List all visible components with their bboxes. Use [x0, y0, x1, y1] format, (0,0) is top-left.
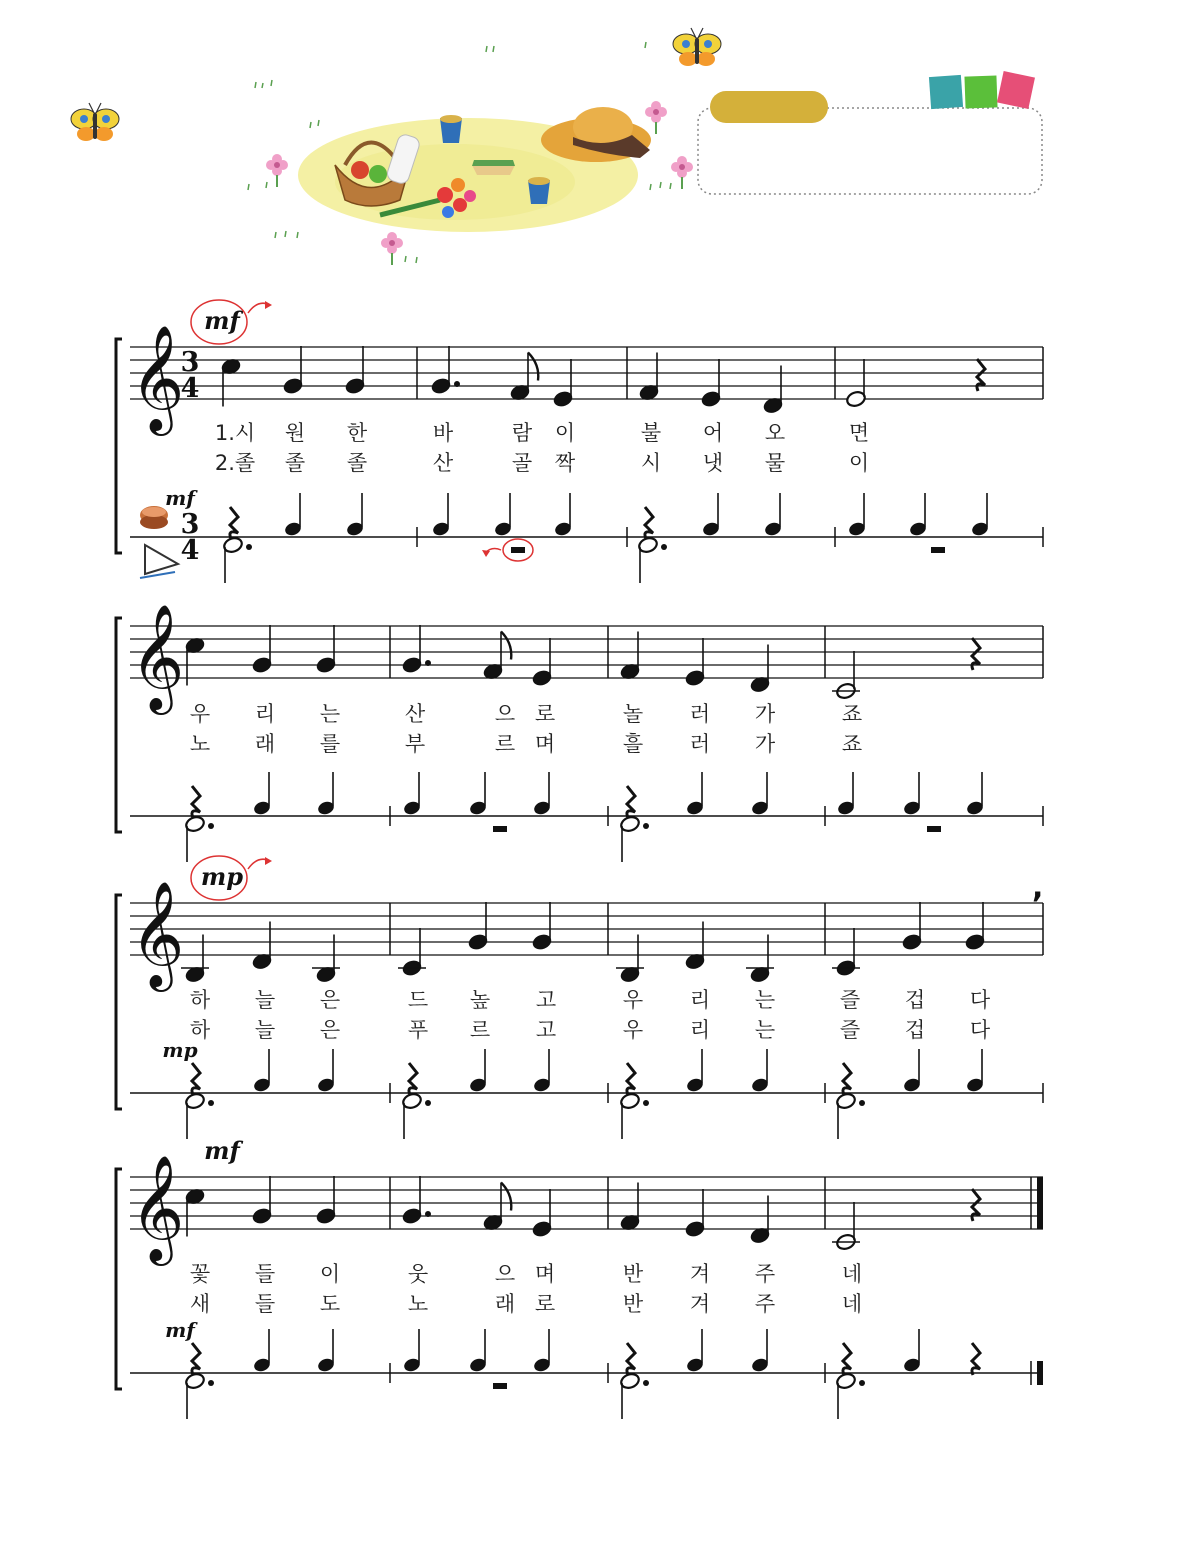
lyric-verse2: 네	[841, 1292, 863, 1316]
music-system	[116, 1136, 1043, 1419]
note	[845, 359, 866, 408]
lyric-verse1: 꽃	[189, 1262, 211, 1286]
lyric-verse1: 는	[754, 988, 776, 1012]
perc-time-top: 3	[180, 509, 200, 540]
percussion-note	[184, 786, 214, 862]
lyric-verse1: 은	[319, 988, 341, 1012]
lyric-verse2: 산	[432, 451, 454, 475]
lyric-verse1: 우	[189, 702, 211, 726]
lyric-verse1: 웃	[407, 1262, 429, 1286]
percussion-note	[431, 493, 450, 537]
note	[398, 928, 426, 977]
picnic-illustration-icon	[298, 107, 651, 232]
lyric-verse1: 가	[754, 702, 776, 726]
half-rest	[493, 1383, 507, 1389]
red-arrowhead	[265, 301, 272, 309]
percussion-note	[252, 1049, 271, 1093]
lyric-verse2: 부	[404, 732, 426, 756]
lyric-verse1: 한	[346, 421, 368, 445]
percussion-note	[931, 547, 945, 553]
quarter-rest	[230, 507, 238, 539]
final-barline	[1037, 1361, 1043, 1385]
perc-time-bottom: 4	[180, 535, 200, 566]
percussion-note	[252, 772, 271, 816]
time-signature-bottom: 4	[180, 373, 200, 404]
percussion-note	[685, 772, 704, 816]
system-bracket	[116, 339, 122, 553]
lyric-verse1: 늘	[254, 988, 276, 1012]
lyric-verse2: 는	[754, 1018, 776, 1042]
percussion-note	[619, 1343, 649, 1419]
lyric-verse1: 으	[494, 702, 516, 726]
percussion-note	[908, 493, 927, 537]
lyric-verse2: 다	[969, 1018, 991, 1042]
lyric-verse1: 즐	[839, 988, 861, 1012]
half-rest	[511, 547, 525, 553]
lyric-verse2: 래	[254, 732, 276, 756]
lyric-verse2: 러	[689, 732, 711, 756]
lyric-verse2: 도	[319, 1292, 341, 1316]
flower-icon	[671, 156, 693, 189]
percussion-note	[493, 493, 512, 537]
lyric-verse2: 래	[494, 1292, 516, 1316]
percussion-note	[750, 1049, 769, 1093]
lyric-verse2: 졸	[346, 451, 368, 475]
lyric-verse2: 은	[319, 1018, 341, 1042]
lyric-verse2: 를	[319, 732, 341, 756]
lyric-verse1: 겨	[689, 1262, 711, 1286]
percussion-note	[493, 1383, 507, 1389]
percussion-note	[222, 507, 252, 583]
lyric-verse1: 람	[511, 421, 533, 445]
lyric-verse2: 며	[534, 732, 556, 756]
percussion-note	[402, 1329, 421, 1373]
flower-icon	[381, 232, 403, 265]
quarter-rest	[645, 507, 653, 539]
half-rest	[493, 826, 507, 832]
percussion-note	[750, 772, 769, 816]
dynamic-mark-percussion: mp	[162, 1038, 198, 1062]
dynamic-mark-top: mf	[204, 306, 240, 335]
lyric-verse1: 는	[319, 702, 341, 726]
lyric-verse1: 높	[469, 988, 491, 1012]
percussion-note	[902, 1329, 921, 1373]
title-box	[698, 71, 1042, 194]
note	[282, 346, 303, 395]
percussion-note	[468, 1329, 487, 1373]
lyric-verse1: 러	[689, 702, 711, 726]
lyric-verse1: 겁	[904, 988, 926, 1012]
lyric-verse2: 즐	[839, 1018, 861, 1042]
lyric-verse2: 로	[534, 1292, 556, 1316]
lyric-verse1: 로	[534, 702, 556, 726]
percussion-note	[482, 539, 533, 561]
lyric-verse2: 죠	[841, 732, 863, 756]
percussion-note	[836, 772, 855, 816]
percussion-note	[685, 1329, 704, 1373]
note	[684, 638, 705, 687]
note	[315, 625, 336, 674]
note	[401, 625, 431, 674]
percussion-note	[345, 493, 364, 537]
lyric-verse2: 푸	[407, 1018, 429, 1042]
percussion-note	[847, 493, 866, 537]
quarter-rest	[192, 786, 200, 818]
lyric-verse1: 네	[841, 1262, 863, 1286]
percussion-note	[493, 826, 507, 832]
music-score	[116, 300, 1043, 1419]
note	[552, 359, 573, 408]
percussion-note	[283, 493, 302, 537]
lyric-verse1: 오	[764, 421, 786, 445]
triangle-icon	[140, 545, 178, 578]
percussion-note	[553, 493, 572, 537]
percussion-note	[401, 1063, 431, 1139]
lyric-verse2: 2.졸	[214, 451, 256, 475]
note	[700, 359, 721, 408]
note	[531, 638, 552, 687]
note	[531, 1189, 552, 1238]
percussion-note	[532, 1049, 551, 1093]
lyric-verse2: 짝	[554, 451, 576, 475]
lyric-verse1: 드	[407, 988, 429, 1012]
color-tab-pink	[997, 71, 1035, 109]
percussion-note	[532, 772, 551, 816]
system-bracket	[116, 895, 122, 1109]
percussion-note	[619, 1063, 649, 1139]
lyric-verse1: 이	[554, 421, 576, 445]
lyric-verse1: 불	[640, 421, 662, 445]
treble-clef: 𝄞	[130, 1154, 185, 1261]
lyric-verse2: 하	[189, 1018, 211, 1042]
title-label-pill	[710, 91, 828, 123]
lyric-verse1: 이	[319, 1262, 341, 1286]
percussion-note	[316, 1329, 335, 1373]
percussion-note	[637, 507, 667, 583]
percussion-note	[970, 493, 989, 537]
lyric-verse1: 다	[969, 988, 991, 1012]
color-tab-teal	[929, 75, 963, 109]
lyric-verse1: 어	[702, 421, 724, 445]
final-barline	[1037, 1177, 1043, 1229]
lyric-verse1: 리	[254, 702, 276, 726]
butterfly-icon	[71, 103, 119, 141]
percussion-note	[184, 1343, 214, 1419]
lyric-verse2: 늘	[254, 1018, 276, 1042]
note	[832, 651, 860, 700]
dynamic-mark-top: mp	[200, 862, 244, 891]
lyric-verse1: 놀	[622, 702, 644, 726]
note	[684, 1189, 705, 1238]
breath-mark: ,	[1032, 870, 1044, 905]
percussion-note	[835, 1343, 865, 1419]
lyric-verse2: 가	[754, 732, 776, 756]
lyric-verse1: 1.시	[214, 421, 256, 445]
lyric-verse2: 시	[640, 451, 662, 475]
percussion-note	[468, 772, 487, 816]
system-bracket	[116, 1169, 122, 1389]
lyric-verse2: 졸	[284, 451, 306, 475]
percussion-note	[685, 1049, 704, 1093]
quarter-rest	[409, 1063, 417, 1095]
half-rest	[927, 826, 941, 832]
system-bracket	[116, 618, 122, 832]
lyric-verse2: 르	[494, 732, 516, 756]
lyric-verse2: 이	[848, 451, 870, 475]
treble-clef: 𝄞	[130, 324, 185, 431]
note	[401, 1176, 431, 1225]
lyric-verse1: 산	[404, 702, 426, 726]
quarter-rest	[843, 1343, 851, 1375]
quarter-rest	[192, 1063, 200, 1095]
quarter-rest	[192, 1343, 200, 1375]
lyric-verse2: 노	[189, 732, 211, 756]
color-tab-green	[964, 75, 997, 108]
flower-icon	[266, 154, 288, 187]
lyric-verse2: 들	[254, 1292, 276, 1316]
treble-clef: 𝄞	[130, 880, 185, 987]
note	[251, 1176, 272, 1225]
lyric-verse1: 리	[689, 988, 711, 1012]
lyric-verse1: 들	[254, 1262, 276, 1286]
percussion-note	[402, 772, 421, 816]
lyric-verse2: 주	[754, 1292, 776, 1316]
percussion-note	[750, 1329, 769, 1373]
lyric-verse1: 죠	[841, 702, 863, 726]
percussion-note	[701, 493, 720, 537]
note	[832, 1202, 860, 1251]
note	[344, 346, 365, 395]
quarter-rest	[972, 1343, 980, 1375]
lyric-verse1: 고	[535, 988, 557, 1012]
percussion-note	[972, 1343, 980, 1375]
lyric-verse2: 리	[689, 1018, 711, 1042]
dynamic-mark-percussion: mf	[165, 1318, 195, 1342]
note	[901, 902, 922, 951]
time-signature-top: 3	[180, 347, 200, 378]
lyric-verse2: 흘	[622, 732, 644, 756]
half-rest	[931, 547, 945, 553]
percussion-note	[252, 1329, 271, 1373]
quarter-rest	[627, 1343, 635, 1375]
percussion-note	[468, 1049, 487, 1093]
dynamic-mark-percussion: mf	[165, 486, 195, 510]
percussion-note	[316, 772, 335, 816]
percussion-note	[927, 826, 941, 832]
lyric-verse1: 우	[622, 988, 644, 1012]
percussion-note	[316, 1049, 335, 1093]
lyric-verse2: 겨	[689, 1292, 711, 1316]
percussion-note	[965, 1049, 984, 1093]
lyric-verse2: 새	[189, 1292, 211, 1316]
lyric-verse2: 골	[511, 451, 533, 475]
music-system	[116, 856, 1043, 1139]
lyric-verse2: 고	[535, 1018, 557, 1042]
red-arrowhead	[265, 857, 272, 865]
percussion-note	[902, 1049, 921, 1093]
lyric-verse1: 며	[534, 1262, 556, 1286]
lyric-verse2: 반	[622, 1292, 644, 1316]
music-system	[116, 603, 1043, 862]
percussion-note	[763, 493, 782, 537]
percussion-note	[532, 1329, 551, 1373]
quarter-rest	[627, 1063, 635, 1095]
music-system	[116, 300, 1043, 583]
treble-clef: 𝄞	[130, 603, 185, 710]
flower-icon	[645, 101, 667, 134]
note	[964, 902, 985, 951]
lyric-verse1: 반	[622, 1262, 644, 1286]
lyric-verse1: 면	[848, 421, 870, 445]
percussion-note	[184, 1063, 214, 1139]
percussion-note	[619, 786, 649, 862]
lyric-verse1: 주	[754, 1262, 776, 1286]
quarter-rest	[843, 1063, 851, 1095]
note	[531, 902, 552, 951]
note	[251, 625, 272, 674]
note	[315, 1176, 336, 1225]
note	[430, 346, 460, 395]
quarter-rest	[627, 786, 635, 818]
lyric-verse1: 하	[189, 988, 211, 1012]
butterfly-icon	[673, 28, 721, 66]
lyric-verse2: 르	[469, 1018, 491, 1042]
percussion-note	[835, 1063, 865, 1139]
lyric-verse1: 바	[432, 421, 454, 445]
red-arrowhead	[482, 550, 490, 557]
lyric-verse1: 원	[284, 421, 306, 445]
lyric-verse2: 냇	[702, 451, 724, 475]
percussion-note	[902, 772, 921, 816]
lyric-verse2: 노	[407, 1292, 429, 1316]
lyric-verse2: 우	[622, 1018, 644, 1042]
lyric-verse2: 물	[764, 451, 786, 475]
note	[832, 928, 860, 977]
dynamic-mark-top: mf	[204, 1136, 240, 1165]
lyric-verse2: 겁	[904, 1018, 926, 1042]
lyric-verse1: 으	[494, 1262, 516, 1286]
drum-icon	[140, 506, 168, 529]
percussion-note	[965, 772, 984, 816]
note	[467, 902, 488, 951]
